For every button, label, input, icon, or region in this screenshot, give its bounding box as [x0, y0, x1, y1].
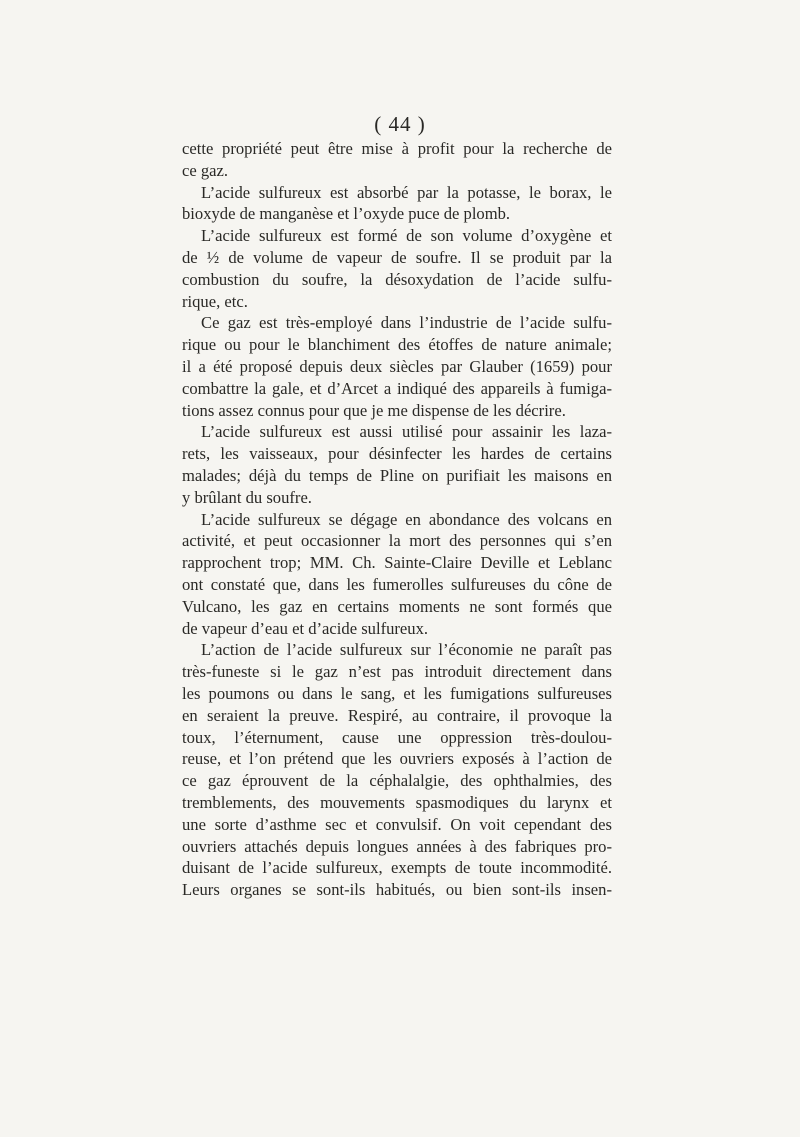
text-line: duisant de l’acide sulfureux, exempts de toute incommodité. — [182, 858, 612, 878]
text-line: ouvriers attachés depuis longues années à des fabriques pro- — [182, 836, 612, 856]
text-line: bioxyde de manganèse et l’oxyde puce de plomb. — [182, 204, 511, 224]
text-line: rets, les vaisseaux, pour désinfecter les hardes de certains — [182, 444, 612, 464]
text-line: très-funeste si le gaz n’est pas introduit directement dans — [182, 662, 612, 682]
text-line: L’action de l’acide sulfureux sur l’économie ne paraît pas — [201, 640, 612, 660]
text-line: une sorte d’asthme sec et convulsif. On voit cependant des — [182, 814, 612, 834]
text-line: malades; déjà du temps de Pline on purifiait les maisons en — [182, 465, 612, 485]
text-line: L’acide sulfureux se dégage en abondance des volcans en — [201, 509, 612, 529]
page-number: ( 44 ) — [374, 112, 426, 136]
text-line: de ½ de volume de vapeur de soufre. Il se produit par la — [182, 247, 612, 267]
text-line: L’acide sulfureux est formé de son volume d’oxygène et — [201, 226, 612, 246]
text-line: L’acide sulfureux est aussi utilisé pour assainir les laza- — [201, 422, 612, 442]
text-line: Leurs organes se sont-ils habitués, ou bien sont-ils insen- — [182, 880, 612, 900]
text-line: cette propriété peut être mise à profit pour la recherche de — [182, 139, 612, 158]
text-line: y brûlant du soufre. — [182, 487, 312, 507]
text-line: ce gaz éprouvent de la céphalalgie, des ophthalmies, des — [182, 771, 612, 791]
text-line: rapprochent trop; MM. Ch. Sainte-Claire Deville et Leblanc — [182, 553, 612, 573]
text-line: rique, etc. — [182, 291, 248, 311]
text-line: il a été proposé depuis deux siècles par Glauber (1659) pour — [182, 356, 612, 376]
text-line: tions assez connus pour que je me dispense de les décrire. — [182, 400, 566, 420]
text-line: combustion du soufre, la désoxydation de l’acide sulfu- — [182, 269, 612, 289]
text-line: de vapeur d’eau et d’acide sulfureux. — [182, 618, 429, 638]
body-text — [182, 138, 612, 901]
text-line: activité, et peut occasionner la mort des personnes qui s’en — [182, 531, 612, 551]
text-line: tremblements, des mouvements spasmodiques du larynx et — [182, 792, 612, 812]
text-line: ce gaz. — [182, 160, 229, 180]
text-line: en seraient la preuve. Respiré, au contraire, il provoque la — [182, 705, 612, 725]
text-line: combattre la gale, et d’Arcet a indiqué des appareils à fumiga- — [182, 378, 612, 398]
text-line: ont constaté que, dans les fumerolles sulfureuses du cône de — [182, 574, 612, 594]
text-line: Vulcano, les gaz en certains moments ne sont formés que — [182, 596, 612, 616]
text-line: L’acide sulfureux est absorbé par la potasse, le borax, le — [201, 182, 612, 202]
text-line: Ce gaz est très-employé dans l’industrie de l’acide sulfu- — [201, 313, 612, 333]
text-line: rique ou pour le blanchiment des étoffes de nature animale; — [182, 335, 612, 355]
text-line: reuse, et l’on prétend que les ouvriers exposés à l’action de — [182, 749, 612, 769]
text-line: toux, l’éternument, cause une oppression très-doulou- — [182, 727, 612, 747]
text-line: les poumons ou dans le sang, et les fumigations sulfureuses — [182, 683, 612, 703]
